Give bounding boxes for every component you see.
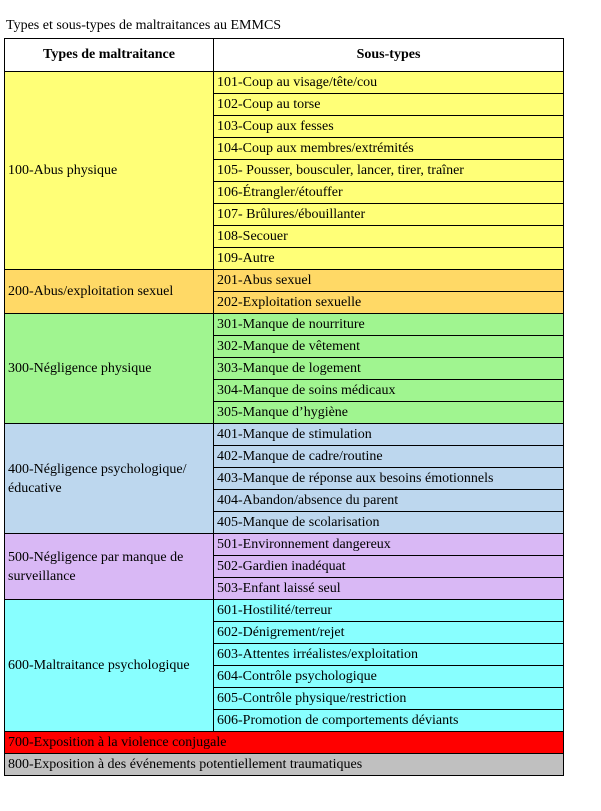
type-cell: 300-Négligence physique [5,314,214,424]
subtype-cell: 108-Secouer [214,226,564,248]
subtype-cell: 303-Manque de logement [214,358,564,380]
table-body [5,72,564,776]
header-row [5,39,564,72]
full-width-type-cell: 800-Exposition à des événements potentiellement traumatiques [5,754,564,776]
subtype-cell: 405-Manque de scolarisation [214,512,564,534]
full-width-type-cell: 700-Exposition à la violence conjugale [5,732,564,754]
type-cell: 100-Abus physique [5,72,214,270]
subtype-cell: 606-Promotion de comportements déviants [214,710,564,732]
header-subtypes: Sous-types [214,39,564,72]
table-row [5,314,564,336]
subtype-cell: 101-Coup au visage/tête/cou [214,72,564,94]
type-cell: 400-Négligence psychologique/éducative [5,424,214,534]
subtype-cell: 503-Enfant laissé seul [214,578,564,600]
subtype-cell: 102-Coup au torse [214,94,564,116]
subtype-cell: 103-Coup aux fesses [214,116,564,138]
subtype-cell: 403-Manque de réponse aux besoins émotionnels [214,468,564,490]
subtype-cell: 501-Environnement dangereux [214,534,564,556]
subtype-cell: 105- Pousser, bousculer, lancer, tirer, traîner [214,160,564,182]
subtype-cell: 106-Étrangler/étouffer [214,182,564,204]
subtype-cell: 104-Coup aux membres/extrémités [214,138,564,160]
subtype-cell: 305-Manque d’hygiène [214,402,564,424]
table-row [5,754,564,776]
subtype-cell: 601-Hostilité/terreur [214,600,564,622]
table-row [5,72,564,94]
subtype-cell: 605-Contrôle physique/restriction [214,688,564,710]
table-row [5,270,564,292]
table-row [5,534,564,556]
subtype-cell: 404-Abandon/absence du parent [214,490,564,512]
table-row [5,600,564,622]
subtype-cell: 202-Exploitation sexuelle [214,292,564,314]
subtype-cell: 107- Brûlures/ébouillanter [214,204,564,226]
header-types: Types de maltraitance [5,39,214,72]
maltreatment-table [4,38,564,776]
table-row [5,424,564,446]
subtype-cell: 109-Autre [214,248,564,270]
type-cell: 600-Maltraitance psychologique [5,600,214,732]
subtype-cell: 302-Manque de vêtement [214,336,564,358]
table-row [5,732,564,754]
table-caption: Types et sous-types de maltraitances au EMMCS [6,18,282,33]
subtype-cell: 502-Gardien inadéquat [214,556,564,578]
subtype-cell: 401-Manque de stimulation [214,424,564,446]
type-cell: 500-Négligence par manque de surveillance [5,534,214,600]
subtype-cell: 304-Manque de soins médicaux [214,380,564,402]
type-cell: 200-Abus/exploitation sexuel [5,270,214,314]
subtype-cell: 301-Manque de nourriture [214,314,564,336]
subtype-cell: 402-Manque de cadre/routine [214,446,564,468]
subtype-cell: 602-Dénigrement/rejet [214,622,564,644]
subtype-cell: 201-Abus sexuel [214,270,564,292]
subtype-cell: 604-Contrôle psychologique [214,666,564,688]
subtype-cell: 603-Attentes irréalistes/exploitation [214,644,564,666]
